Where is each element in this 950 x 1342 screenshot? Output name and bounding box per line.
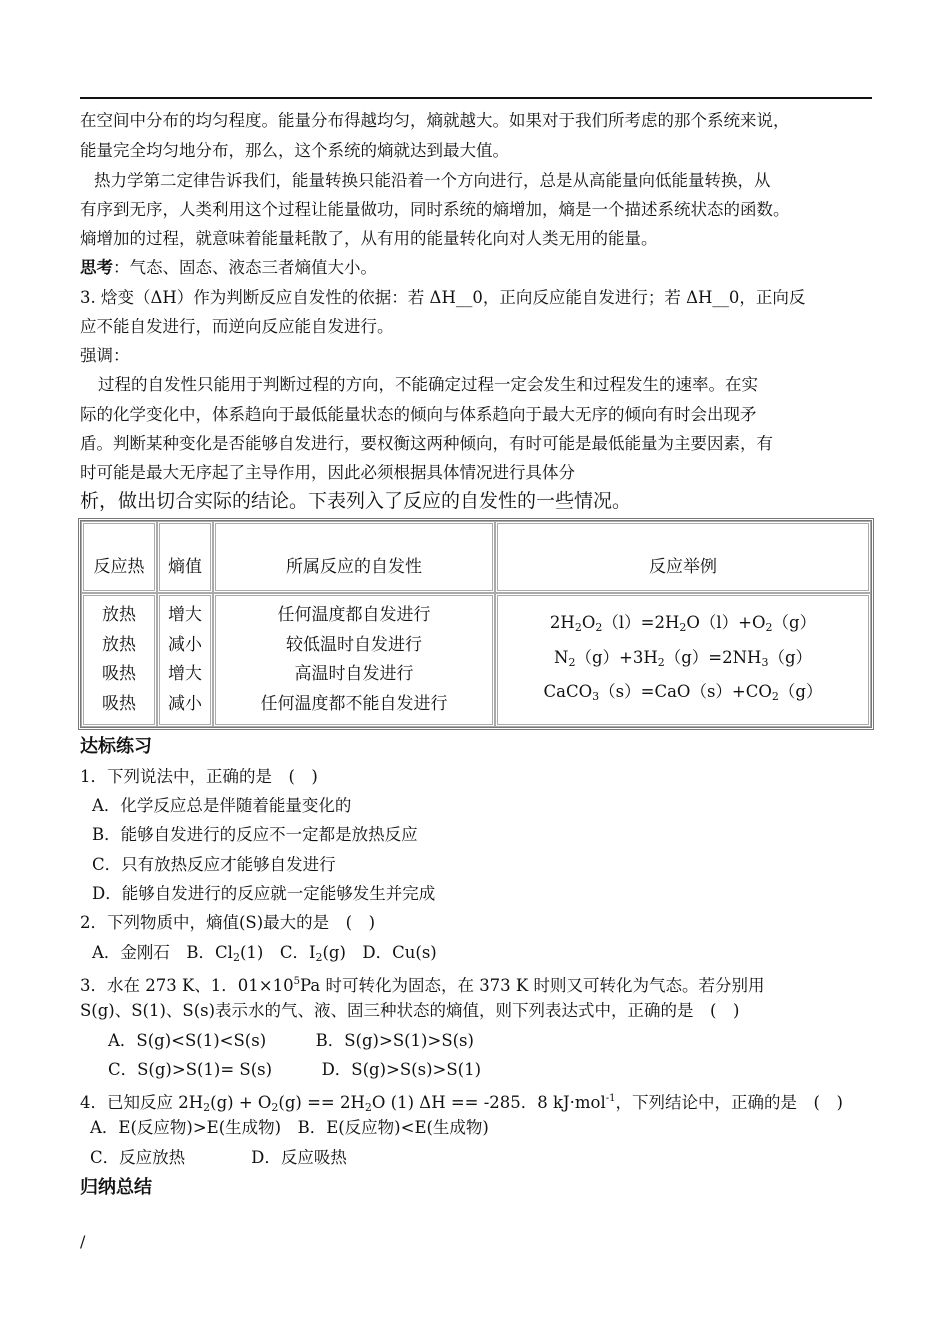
summary-title: 归纳总结 — [80, 1177, 152, 1198]
think-text: ：气态、固态、液态三者熵值大小。 — [113, 258, 377, 277]
top-rule — [80, 97, 872, 99]
option: C．只有放热反应才能够自发进行 — [92, 855, 336, 874]
entropy-cell — [157, 593, 213, 727]
entropy-value: 减小 — [168, 693, 202, 714]
question-2: 2．下列物质中，熵值(S)最大的是 ( ) — [80, 913, 376, 932]
table-row — [81, 593, 871, 727]
spontaneity-value: 较低温时自发进行 — [286, 634, 422, 655]
option: A．化学反应总是伴随着能量变化的 — [92, 796, 352, 815]
header-example: 反应举例 — [495, 521, 871, 593]
think-line — [80, 257, 377, 279]
heat-value: 吸热 — [102, 693, 136, 714]
example-equation: $CaCO_3(s)=CaO(s)+CO_2(g)$ — [543, 682, 823, 704]
paragraph-line: 3. 焓变（ΔH）作为判断反应自发性的依据：若 ΔH__0，正向反应能自发进行；若 ΔH__0，正向反 — [80, 288, 806, 307]
question-1: 1．下列说法中，正确的是 ( ) — [80, 767, 318, 786]
spontaneity-value: 任何温度都不能自发进行 — [260, 693, 448, 714]
option: A．S(g)<S(1)<S(s) B．S(g)>S(1)>S(s) — [108, 1031, 474, 1050]
entropy-value: 增大 — [168, 605, 202, 625]
option: D．能够自发进行的反应就一定能够发生并完成 — [92, 884, 436, 903]
option: C．反应放热 D．反应吸热 — [90, 1148, 347, 1167]
option: C．S(g)>S(1)= S(s) D．S(g)>S(s)>S(1) — [108, 1060, 482, 1079]
paragraph-line: 有序到无序，人类利用这个过程让能量做功，同时系统的熵增加，熵是一个描述系统状态的函数。 — [80, 200, 790, 219]
heat-value: 放热 — [102, 605, 136, 625]
paragraph-line: 热力学第二定律告诉我们，能量转换只能沿着一个方向进行，总是从高能量向低能量转换，从 — [94, 171, 771, 190]
think-label: 思考 — [80, 258, 113, 277]
entropy-value: 增大 — [168, 664, 202, 684]
question-3-cont: S(g)、S(1)、S(s)表示水的气、液、固三种状态的熵值，则下列表达式中，正确的是 ( ) — [80, 1001, 740, 1020]
paragraph-line: 在空间中分布的均匀程度。能量分布得越均匀，熵就越大。如果对于我们所考虑的那个系统来说， — [80, 111, 790, 130]
paragraph-line: 能量完全均匀地分布，那么，这个系统的熵就达到最大值。 — [80, 141, 509, 160]
option: B．能够自发进行的反应不一定都是放热反应 — [92, 825, 418, 844]
heat-value: 放热 — [102, 634, 136, 655]
example-equation: $N_2(g)+3H_2(g)=2NH_3(g)$ — [554, 647, 812, 669]
paragraph-line: 应不能自发进行，而逆向反应能自发进行。 — [80, 317, 394, 336]
footer-slash: / — [80, 1232, 86, 1251]
question-4: 4．已知反应 $2H_2(g) + O_2(g) == 2H_2O$ (1) ΔH == -285．8 kJ·mol$^{-1}$，下列结论中，正确的是 ( ) — [80, 1093, 843, 1114]
paragraph-line: 际的化学变化中，体系趋向于最低能量状态的倾向与体系趋向于最大无序的倾向有时会出现矛 — [80, 405, 757, 424]
entropy-value: 减小 — [168, 634, 202, 655]
spontaneity-cell — [213, 593, 495, 727]
paragraph-line: 盾。判断某种变化是否能够自发进行，要权衡这两种倾向，有时可能是最低能量为主要因素，有 — [80, 434, 773, 453]
spontaneity-value: 任何温度都自发进行 — [277, 605, 431, 625]
example-equation: $2H_2O_2(l)=2H_2O(l)+O_2(g)$ — [549, 613, 817, 635]
header-entropy: 熵值 — [157, 521, 213, 593]
heat-value: 吸热 — [102, 664, 136, 684]
options-q2: A．金刚石 B．$Cl_2(1)$ C．$I_2(g)$ D．Cu(s) — [92, 943, 437, 964]
paragraph-line: 时可能是最大无序起了主导作用，因此必须根据具体情况进行具体分 — [80, 463, 575, 482]
header-spontaneity: 所属反应的自发性 — [213, 521, 495, 593]
heat-cell — [81, 593, 157, 727]
question-3: 3．水在 273 K、1．$01\times 10^5Pa$ 时可转化为固态，在 373 K 时则又可转化为气态。若分别用 — [80, 976, 765, 995]
example-cell — [495, 593, 871, 727]
paragraph-line: 熵增加的过程，就意味着能量耗散了，从有用的能量转化向对人类无用的能量。 — [80, 229, 658, 248]
table-header-row — [81, 521, 871, 593]
paragraph-line: 过程的自发性只能用于判断过程的方向，不能确定过程一定会发生和过程发生的速率。在实 — [98, 375, 758, 394]
emphasis-label: 强调： — [80, 346, 130, 365]
paragraph-line: 析，做出切合实际的结论。下表列入了反应的自发性的一些情况。 — [80, 490, 632, 512]
option: A．E(反应物)>E(生成物) B．E(反应物)<E(生成物) — [90, 1118, 489, 1137]
spontaneity-table — [78, 518, 874, 730]
practice-title: 达标练习 — [80, 736, 152, 757]
spontaneity-value: 高温时自发进行 — [294, 664, 414, 684]
header-heat: 反应热 — [81, 521, 157, 593]
